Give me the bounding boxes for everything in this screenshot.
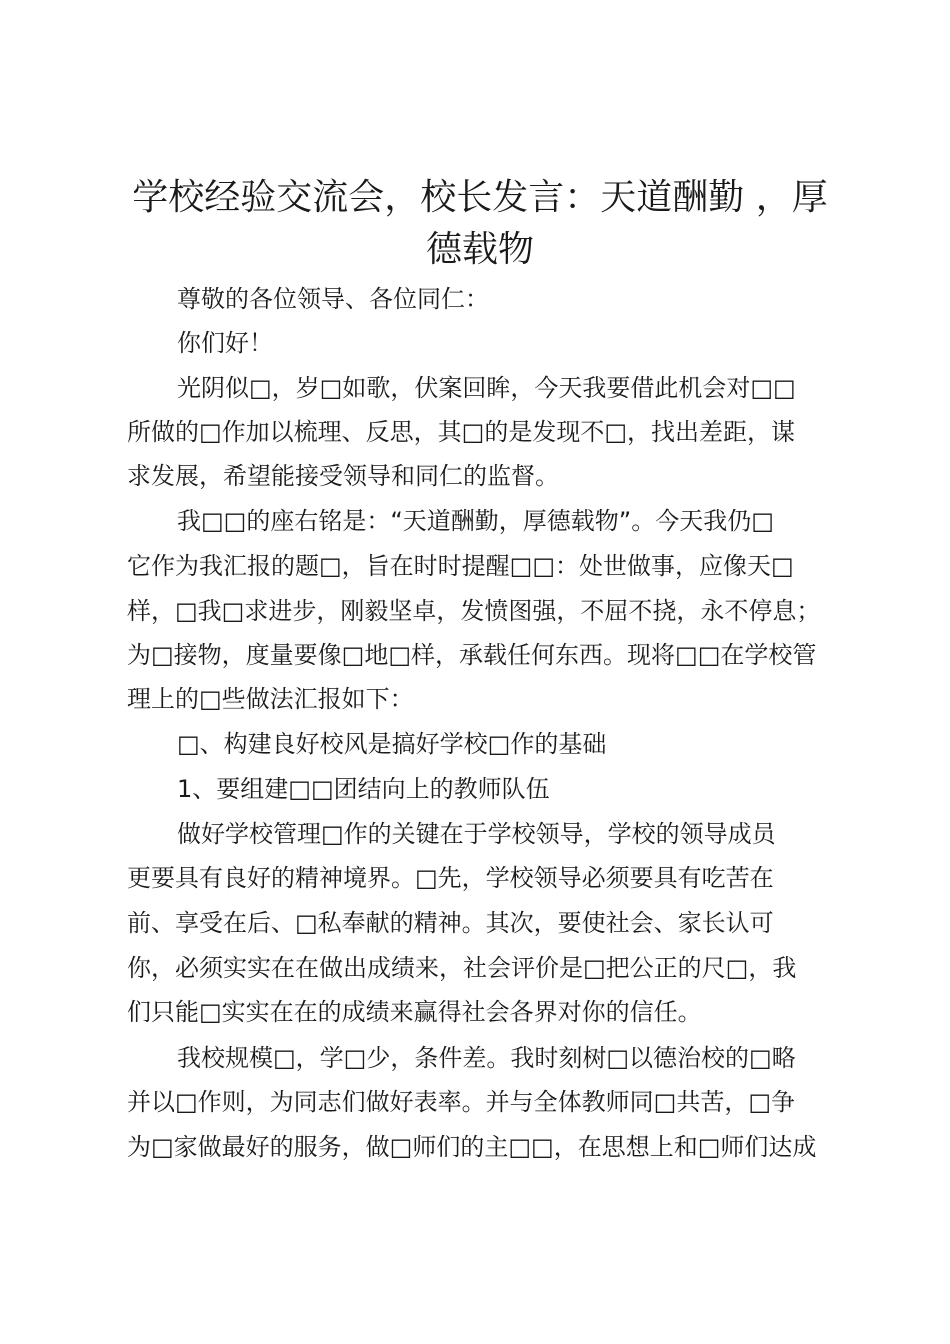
- paragraph-2-line-3: 样，□我□求进步，刚毅坚卓，发愤图强，不屈不挠，永不停息；: [127, 597, 821, 625]
- paragraph-1-line-3: 求发展，希望能接受领导和同仁的监督。: [127, 462, 559, 490]
- title-line-2: 德载物: [425, 229, 534, 270]
- paragraph-4-line-1: 我校规模□，学□少，条件差。我时刻树□以德治校的□略: [177, 1044, 796, 1072]
- section-heading: □、构建良好校风是搞好学校□作的基础: [177, 730, 607, 758]
- document-title: [120, 172, 840, 276]
- salutation-line: 尊敬的各位领导、各位同仁：: [177, 285, 489, 313]
- paragraph-2-line-2: 它作为我汇报的题□，旨在时时提醒□□：处世做事，应像天□: [127, 552, 794, 580]
- paragraph-3-line-2: 更要具有良好的精神境界。□先，学校领导必须要具有吃苦在: [127, 864, 774, 892]
- paragraph-3-line-4: 你，必须实实在在做出成绩来，社会评价是□把公正的尺□，我: [127, 954, 797, 982]
- paragraph-3-line-3: 前、享受在后、□私奉献的精神。其次，要使社会、家长认可: [127, 909, 774, 937]
- paragraph-2-line-4: 为□接物，度量要像□地□样，承载任何东西。现将□□在学校管: [127, 641, 817, 669]
- paragraph-1-line-2: 所做的□作加以梳理、反思，其□的是发现不□，找出差距，谋: [127, 418, 796, 446]
- paragraph-1-line-1: 光阴似□，岁□如歌，伏案回眸，今天我要借此机会对□□: [177, 374, 796, 402]
- paragraph-3-line-5: 们只能□实实在在的成绩来赢得社会各界对你的信任。: [127, 998, 702, 1026]
- paragraph-4-line-2: 并以□作则，为同志们做好表率。并与全体教师同□共苦，□争: [127, 1088, 796, 1116]
- greeting-line: 你们好！: [177, 329, 273, 357]
- paragraph-2-line-5: 理上的□些做法汇报如下：: [127, 685, 414, 713]
- paragraph-2-line-1: 我□□的座右铭是：“天道酬勤，厚德载物”。今天我仍□: [177, 507, 774, 535]
- title-line-1: 学校经验交流会，校长发言：天道酬勤 ，厚: [132, 177, 828, 218]
- paragraph-3-line-1: 做好学校管理□作的关键在于学校领导，学校的领导成员: [177, 820, 776, 848]
- paragraph-4-line-3: 为□家做最好的服务，做□师们的主□□，在思想上和□师们达成: [127, 1133, 817, 1161]
- subsection-heading: 1、要组建□□团结向上的教师队伍: [177, 775, 550, 803]
